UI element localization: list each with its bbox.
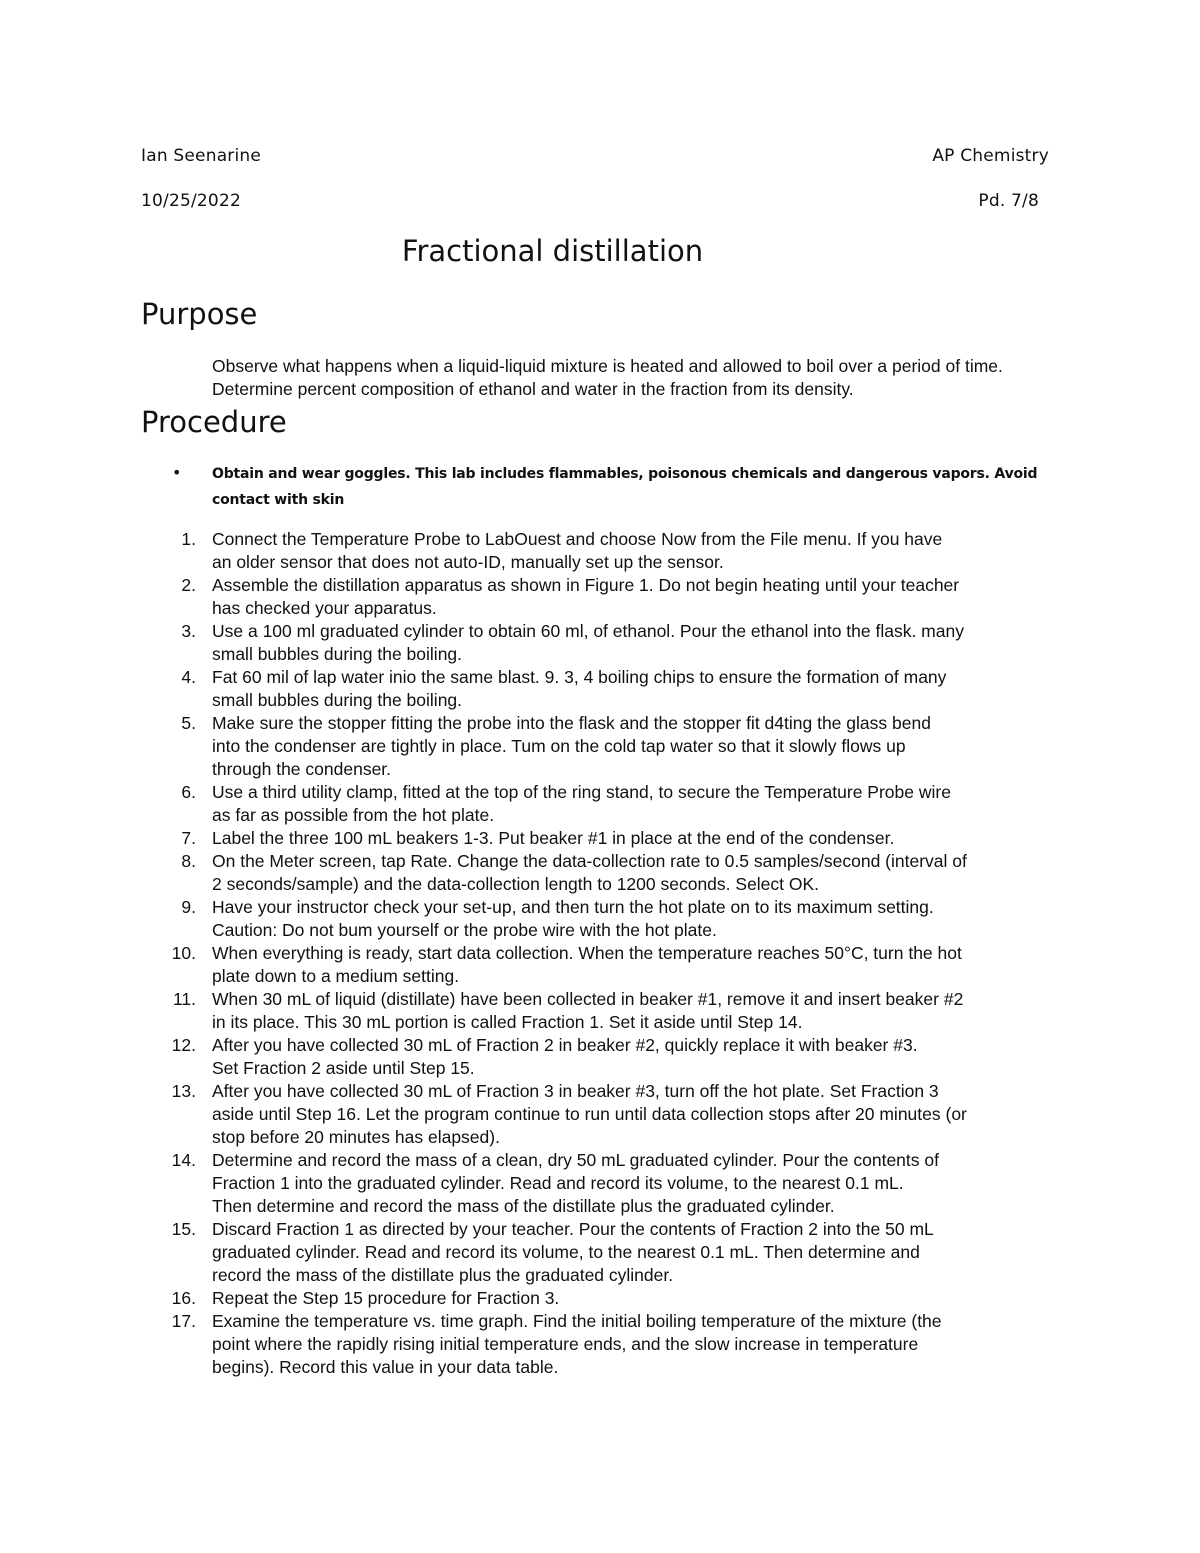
step-text-line: Fraction 1 into the graduated cylinder. Read and record its volume, to the nearest 0.1 mL. (212, 1173, 904, 1193)
procedure-step (0, 1287, 1072, 1310)
student-name: Ian Seenarine (141, 146, 262, 166)
procedure-heading: Procedure (141, 405, 287, 439)
step-text-line: small bubbles during the boiling. (212, 690, 463, 710)
step-text-line: plate down to a medium setting. (212, 966, 460, 986)
step-number: 17. (171, 1311, 196, 1331)
step-number: 4. (181, 667, 196, 687)
step-text-line: Make sure the stopper fitting the probe into the flask and the stopper fit d4ting the glass bend (212, 713, 931, 733)
step-text-line: After you have collected 30 mL of Fraction 2 in beaker #2, quickly replace it with beaker #3. (212, 1035, 918, 1055)
step-text-line: 2 seconds/sample) and the data-collection length to 1200 seconds. Select OK. (212, 874, 820, 894)
safety-note-line: contact with skin (212, 492, 345, 508)
step-text-line: record the mass of the distillate plus the graduated cylinder. (212, 1265, 674, 1285)
step-number: 1. (181, 529, 196, 549)
document-date: 10/25/2022 (141, 191, 241, 211)
step-text-line: in its place. This 30 mL portion is called Fraction 1. Set it aside until Step 14. (212, 1012, 803, 1032)
step-text-line: graduated cylinder. Read and record its volume, to the nearest 0.1 mL. Then determine and (212, 1242, 920, 1262)
procedure-step (0, 620, 1072, 666)
step-number: 2. (181, 575, 196, 595)
step-text-line: On the Meter screen, tap Rate. Change the data-collection rate to 0.5 samples/second (interval of (212, 851, 967, 871)
purpose-paragraph: Observe what happens when a liquid-liquid mixture is heated and allowed to boil over a period of time. Determine percent composition of ethanol and water in the fraction from its density. (212, 356, 1003, 399)
step-number: 5. (181, 713, 196, 733)
step-text-line: Fat 60 mil of lap water inio the same blast. 9. 3, 4 boiling chips to ensure the formation of many (212, 667, 947, 687)
bullet-icon: • (172, 463, 182, 482)
procedure-step (0, 896, 1072, 942)
step-number: 13. (171, 1081, 196, 1101)
step-number: 12. (171, 1035, 196, 1055)
step-number: 9. (181, 897, 196, 917)
procedure-step (0, 1034, 1072, 1080)
step-text-line: stop before 20 minutes has elapsed). (212, 1127, 500, 1147)
procedure-step (0, 1218, 1072, 1287)
procedure-step (0, 1149, 1072, 1218)
step-text-line: Have your instructor check your set-up, and then turn the hot plate on to its maximum setting. (212, 897, 934, 917)
procedure-step (0, 1310, 1072, 1379)
procedure-step (0, 1080, 1072, 1149)
procedure-step (0, 988, 1072, 1034)
step-text-line: When 30 mL of liquid (distillate) have been collected in beaker #1, remove it and insert beaker #2 (212, 989, 964, 1009)
procedure-step (0, 942, 1072, 988)
step-text-line: Then determine and record the mass of the distillate plus the graduated cylinder. (212, 1196, 835, 1216)
step-text-line: aside until Step 16. Let the program continue to run until data collection stops after 20 minutes (or (212, 1104, 967, 1124)
step-text-line: Set Fraction 2 aside until Step 15. (212, 1058, 475, 1078)
step-text-line: through the condenser. (212, 759, 392, 779)
step-number: 3. (181, 621, 196, 641)
purpose-heading: Purpose (141, 297, 258, 331)
procedure-step (0, 666, 1072, 712)
step-number: 11. (172, 989, 196, 1009)
course-name: AP Chemistry (932, 146, 1049, 166)
step-text-line: small bubbles during the boiling. (212, 644, 463, 664)
document-title: Fractional distillation (401, 234, 704, 268)
step-text-line: Examine the temperature vs. time graph. Find the initial boiling temperature of the mixture (the (212, 1311, 942, 1331)
procedure-step (0, 528, 1072, 574)
step-text-line: Assemble the distillation apparatus as shown in Figure 1. Do not begin heating until your teacher (212, 575, 960, 595)
step-text-line: an older sensor that does not auto-ID, manually set up the sensor. (212, 552, 724, 572)
safety-note (212, 461, 1072, 513)
step-number: 15. (171, 1219, 196, 1239)
step-text-line: has checked your apparatus. (212, 598, 437, 618)
procedure-step (0, 827, 1072, 850)
step-text-line: When everything is ready, start data collection. When the temperature reaches 50°C, turn the hot (212, 943, 962, 963)
procedure-step (0, 712, 1072, 781)
procedure-step (0, 781, 1072, 827)
procedure-steps (0, 528, 1200, 1379)
step-text-line: Discard Fraction 1 as directed by your teacher. Pour the contents of Fraction 2 into the 50 mL (212, 1219, 934, 1239)
step-text-line: point where the rapidly rising initial temperature ends, and the slow increase in temperature (212, 1334, 919, 1354)
step-number: 16. (171, 1288, 196, 1308)
step-text-line: Use a third utility clamp, fitted at the top of the ring stand, to secure the Temperature Probe wire (212, 782, 951, 802)
step-number: 6. (181, 782, 196, 802)
step-text-line: begins). Record this value in your data table. (212, 1357, 559, 1377)
step-text-line: as far as possible from the hot plate. (212, 805, 495, 825)
step-text-line: After you have collected 30 mL of Fraction 3 in beaker #3, turn off the hot plate. Set Fraction 3 (212, 1081, 939, 1101)
step-text-line: into the condenser are tightly in place. Tum on the cold tap water so that it slowly flows up (212, 736, 906, 756)
step-number: 8. (181, 851, 196, 871)
step-text-line: Connect the Temperature Probe to LabOuest and choose Now from the File menu. If you have (212, 529, 943, 549)
step-text-line: Determine and record the mass of a clean, dry 50 mL graduated cylinder. Pour the contents of (212, 1150, 939, 1170)
step-text-line: Use a 100 ml graduated cylinder to obtain 60 ml, of ethanol. Pour the ethanol into the flask. many (212, 621, 964, 641)
step-number: 10. (171, 943, 196, 963)
step-number: 7. (181, 828, 196, 848)
step-text-line: Repeat the Step 15 procedure for Fraction 3. (212, 1288, 560, 1308)
procedure-step (0, 850, 1072, 896)
step-text-line: Caution: Do not bum yourself or the probe wire with the hot plate. (212, 920, 717, 940)
safety-note-line: Obtain and wear goggles. This lab includes flammables, poisonous chemicals and dangerous vapors. Avoid (212, 466, 1038, 482)
step-number: 14. (171, 1150, 196, 1170)
step-text-line: Label the three 100 mL beakers 1-3. Put beaker #1 in place at the end of the condenser. (212, 828, 895, 848)
procedure-step (0, 574, 1072, 620)
class-period: Pd. 7/8 (978, 191, 1039, 211)
